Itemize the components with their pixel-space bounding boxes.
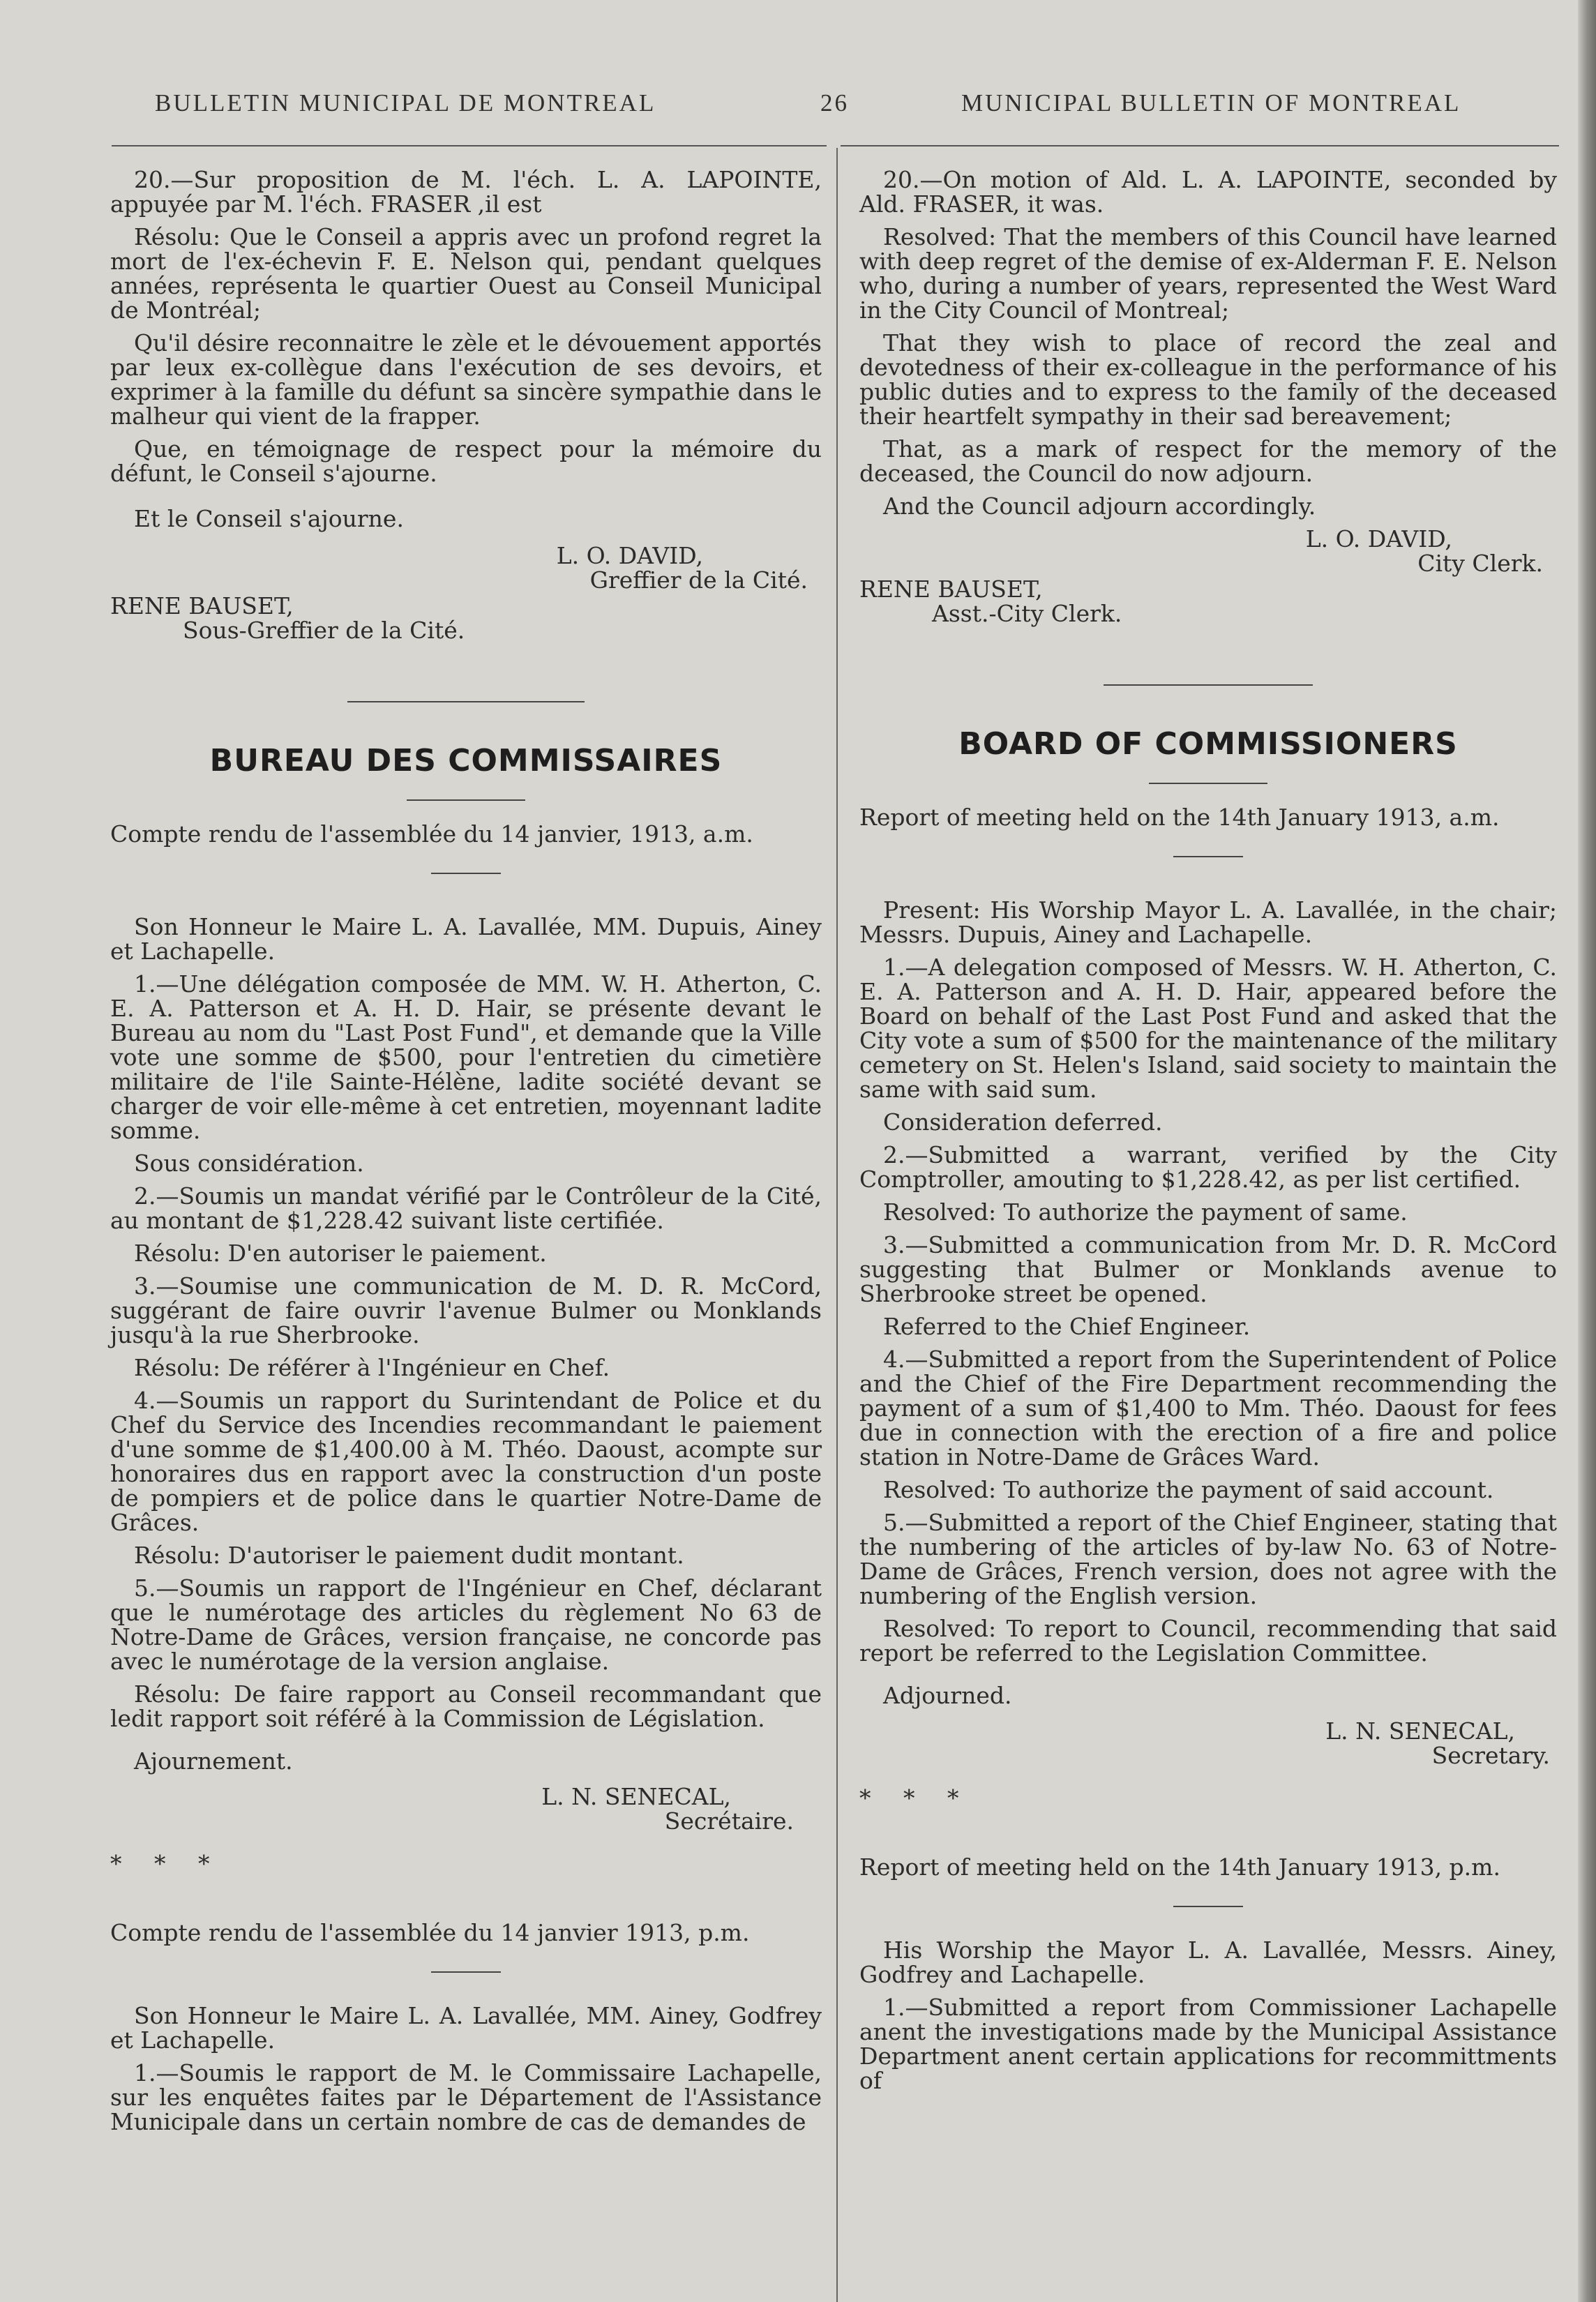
resolution-paragraph: That they wish to place of record the zeal and devotedness of their ex-colleague in the performance of his public duties and to express to the family of the deceased their heartfelt sympathy in their sad bereavement;	[859, 329, 1557, 430]
column-divider	[836, 148, 838, 2302]
running-head-english: MUNICIPAL BULLETIN OF MONTREAL	[961, 89, 1461, 116]
item-5-decision: Resolved: To report to Council, recommending that said report be referred to the Legislation Committee.	[859, 1615, 1557, 1667]
meeting-rule	[1173, 856, 1243, 857]
present-line: Present: His Worship Mayor L. A. Lavallée, in the chair; Messrs. Dupuis, Ainey and Lachapelle.	[859, 896, 1557, 948]
asst-clerk-signature	[859, 577, 1557, 626]
resolution-paragraph: Resolved: That the members of this Council have learned with deep regret of the demise of ex-Alderman F. E. Nelson who, during a number of years, represented the West Ward in the City Council of Montreal;	[859, 223, 1557, 324]
asst-clerk-title: Asst.-City Clerk.	[932, 600, 1122, 627]
separator-stars: * * *	[859, 1784, 972, 1812]
secretary-title: Secretary.	[1431, 1742, 1550, 1769]
asst-clerk-name: RENE BAUSET,	[859, 576, 1043, 603]
meeting-rule	[1173, 1906, 1243, 1907]
item-4-decision: Resolved: To authorize the payment of said account.	[883, 1476, 1494, 1503]
item-1-decision: Consideration deferred.	[883, 1108, 1163, 1136]
item-4: 4.—Soumis un rapport du Surintendant de Police et du Chef du Service des Incendies recommandant le paiement d'une somme de $1,400.00 à M. Théo. Daoust, acompte sur honoraires dus en rapport avec la construction d'un poste de pompiers et de police dans le quartier Notre-Dame de Grâces.	[110, 1387, 822, 1536]
resolution-paragraph: Qu'il désire reconnaitre le zèle et le dévouement apportés par leux ex-collègue dans l'exécution de ses devoirs, et exprimer à la famille du défunt sa sincère sympathie dans le malheur qui vient de la frapper.	[110, 329, 822, 430]
meeting-heading-am: Compte rendu de l'assemblée du 14 janvier, 1913, a.m.	[110, 820, 753, 848]
item-20: 20.—On motion of Ald. L. A. LAPOINTE, seconded by Ald. FRASER, it was.	[859, 166, 1557, 218]
meeting-rule	[431, 1971, 501, 1973]
item-20: 20.—Sur proposition de M. l'éch. L. A. LAPOINTE, appuyée par M. l'éch. FRASER ,il est	[110, 166, 822, 218]
secretary-name: L. N. SENECAL,	[541, 1783, 731, 1810]
item-2: 2.—Soumis un mandat vérifié par le Contrôleur de la Cité, au montant de $1,228.42 suivant liste certifiée.	[110, 1182, 822, 1234]
page-edge	[1578, 0, 1596, 2302]
resolution-paragraph: Que, en témoignage de respect pour la mémoire du défunt, le Conseil s'ajourne.	[110, 435, 822, 487]
clerk-signature	[859, 527, 1557, 576]
clerk-name: L. O. DAVID,	[556, 542, 703, 569]
clerk-signature	[110, 543, 822, 592]
item-1: 1.—Soumis le rapport de M. le Commissaire Lachapelle, sur les enquêtes faites par le Département de l'Assistance Municipale dans un certain nombre de cas de demandes de	[110, 2059, 822, 2135]
item-4: 4.—Submitted a report from the Superintendent of Police and the Chief of the Fire Department recommending the payment of a sum of $1,400 to Mm. Théo. Daoust for fees due in connection with the erection of a fire and police station in Notre-Dame de Grâces Ward.	[859, 1346, 1557, 1470]
clerk-title: City Clerk.	[1417, 550, 1543, 577]
item-3: 3.—Soumise une communication de M. D. R. McCord, suggérant de faire ouvrir l'avenue Bulmer ou Monklands jusqu'à la rue Sherbrooke.	[110, 1272, 822, 1348]
section-rule	[347, 701, 585, 702]
section-rule	[1104, 684, 1313, 686]
secretary-signature	[859, 1719, 1557, 1768]
running-head-french: BULLETIN MUNICIPAL DE MONTREAL	[155, 89, 656, 116]
french-column	[110, 167, 822, 2142]
header-rule-left	[112, 145, 827, 146]
meeting-heading-pm: Compte rendu de l'assemblée du 14 janvier 1913, p.m.	[110, 1919, 750, 1946]
adjourned-line: Adjourned.	[883, 1682, 1012, 1709]
page-number: 26	[820, 89, 849, 116]
item-3: 3.—Submitted a communication from Mr. D. R. McCord suggesting that Bulmer or Monklands avenue to Sherbrooke street be opened.	[859, 1231, 1557, 1307]
secretary-signature	[110, 1784, 822, 1833]
item-4-decision: Résolu: D'autoriser le paiement dudit montant.	[134, 1542, 684, 1569]
resolution-paragraph: Résolu: Que le Conseil a appris avec un profond regret la mort de l'ex-échevin F. E. Nelson qui, pendant quelques années, représenta le quartier Ouest au Conseil Municipal de Montréal;	[110, 223, 822, 324]
section-title: BUREAU DES COMMISSAIRES	[209, 743, 723, 778]
secretary-name: L. N. SENECAL,	[1325, 1717, 1515, 1745]
item-1: 1.—Submitted a report from Commissioner Lachapelle anent the investigations made by the Municipal Assistance Department anent certain applications for recommittments of	[859, 1994, 1557, 2094]
adjourned-line: Ajournement.	[134, 1747, 293, 1775]
meeting-heading-pm: Report of meeting held on the 14th January 1913, p.m.	[859, 1853, 1500, 1881]
header-rule-right	[841, 145, 1559, 146]
clerk-name: L. O. DAVID,	[1305, 525, 1452, 552]
item-5-decision: Résolu: De faire rapport au Conseil recommandant que ledit rapport soit référé à la Commission de Législation.	[110, 1680, 822, 1732]
present-line: Son Honneur le Maire L. A. Lavallée, MM. Ainey, Godfrey et Lachapelle.	[110, 2002, 822, 2054]
item-2-decision: Résolu: D'en autoriser le paiement.	[134, 1240, 547, 1267]
asst-clerk-title: Sous-Greffier de la Cité.	[183, 617, 465, 644]
adjourn-line: And the Council adjourn accordingly.	[883, 492, 1316, 520]
item-3-decision: Referred to the Chief Engineer.	[883, 1313, 1251, 1340]
meeting-heading-am: Report of meeting held on the 14th January 1913, a.m.	[859, 804, 1500, 831]
asst-clerk-name: RENE BAUSET,	[110, 592, 294, 619]
english-column	[859, 167, 1557, 2101]
section-subrule	[1149, 783, 1267, 784]
item-1-decision: Sous considération.	[134, 1150, 364, 1177]
present-line: His Worship the Mayor L. A. Lavallée, Messrs. Ainey, Godfrey and Lachapelle.	[859, 1936, 1557, 1988]
item-1: 1.—A delegation composed of Messrs. W. H. Atherton, C. E. A. Patterson and A. H. D. Hair, appeared before the Board on behalf of the Last Post Fund and asked that the City vote a sum of $500 for the maintenance of the military cemetery on St. Helen's Island, said society to maintain the same with said sum.	[859, 954, 1557, 1103]
resolution-paragraph: That, as a mark of respect for the memory of the deceased, the Council do now adjourn.	[859, 435, 1557, 487]
item-2: 2.—Submitted a warrant, verified by the City Comptroller, amouting to $1,228.42, as per list certified.	[859, 1141, 1557, 1193]
section-subrule	[407, 799, 525, 801]
clerk-title: Greffier de la Cité.	[589, 566, 808, 594]
asst-clerk-signature	[110, 594, 822, 642]
adjourn-line: Et le Conseil s'ajourne.	[134, 505, 404, 532]
separator-stars: * * *	[110, 1850, 223, 1877]
item-1: 1.—Une délégation composée de MM. W. H. Atherton, C. E. A. Patterson et A. H. D. Hair, se présente devant le Bureau au nom du "Last Post Fund", et demande que la Ville vote une somme de $500, pour l'entretien du cimetière militaire de l'ile Sainte-Hélène, ladite société devant se charger de voir elle-même à cet entretien, moyennant ladite somme.	[110, 970, 822, 1144]
meeting-rule	[431, 873, 501, 874]
section-title: BOARD OF COMMISSIONERS	[958, 726, 1458, 762]
present-line: Son Honneur le Maire L. A. Lavallée, MM. Dupuis, Ainey et Lachapelle.	[110, 913, 822, 965]
secretary-title: Secrétaire.	[664, 1807, 794, 1835]
item-5: 5.—Soumis un rapport de l'Ingénieur en Chef, déclarant que le numérotage des articles du règlement No 63 de Notre-Dame de Grâces, version française, ne concorde pas avec le numérotage de la version anglaise.	[110, 1574, 822, 1675]
item-3-decision: Résolu: De référer à l'Ingénieur en Chef.	[134, 1354, 610, 1381]
item-2-decision: Resolved: To authorize the payment of same.	[883, 1198, 1408, 1226]
item-5: 5.—Submitted a report of the Chief Engineer, stating that the numbering of the articles of by-law No. 63 of Notre-Dame de Grâces, French version, does not agree with the numbering of the English version.	[859, 1509, 1557, 1609]
